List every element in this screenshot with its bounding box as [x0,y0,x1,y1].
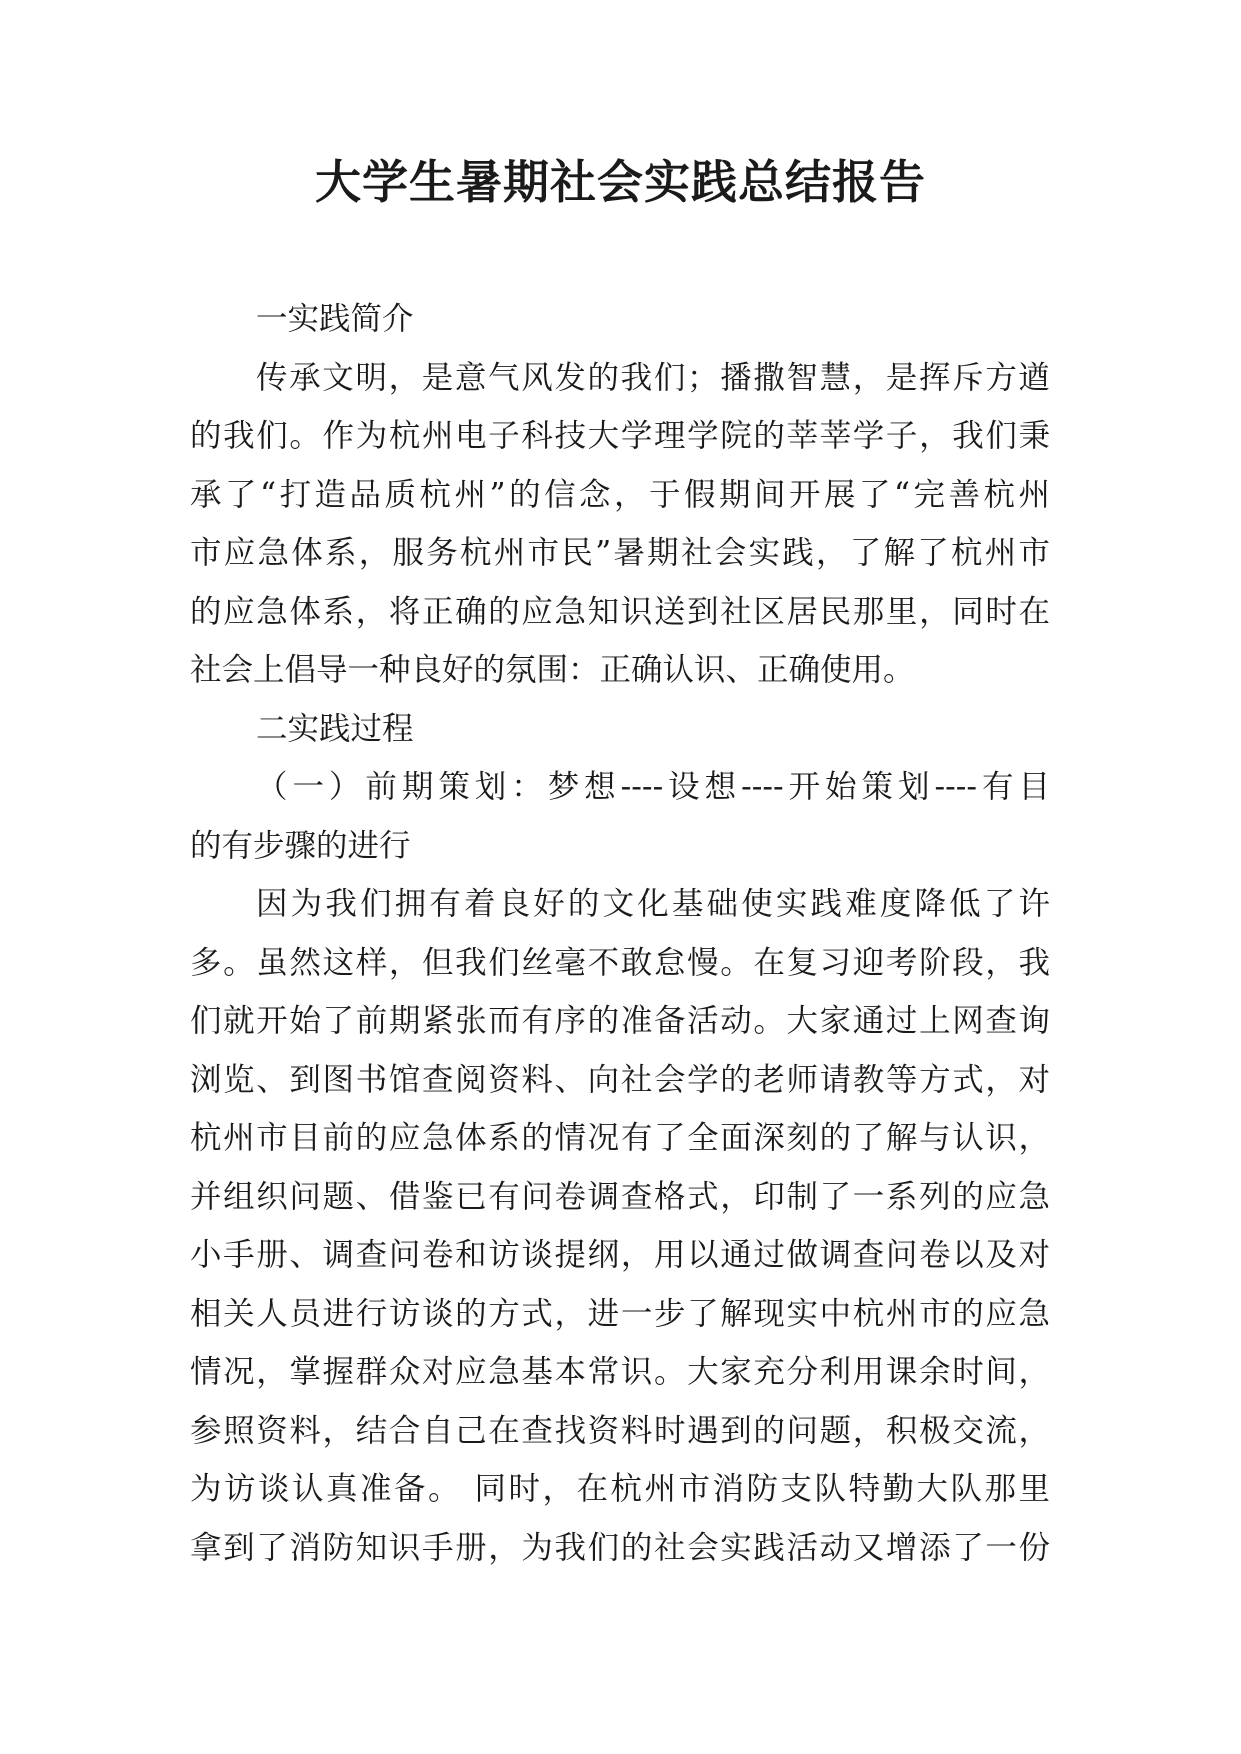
body-text-line: 的有步骤的进行 [190,827,411,864]
body-text-line: 并组织问题、借鉴已有问卷调查格式，印制了一系列的应急 [190,1178,1050,1215]
document-body [190,290,1050,1577]
body-text-line: 们就开始了前期紧张而有序的准备活动。大家通过上网查询 [190,1003,1050,1039]
body-text-line: 的应急体系，将正确的应急知识送到社区居民那里，同时在 [190,593,1050,630]
body-text-line: 参照资料，结合自己在查找资料时遇到的问题，积极交流， [190,1412,1050,1449]
body-text-line: 二实践过程 [256,710,414,747]
body-text-line: 因为我们拥有着良好的文化基础使实践难度降低了许 [256,886,1050,922]
body-text-line: （一）前期策划：梦想----设想----开始策划----有目 [256,769,1050,805]
body-text-line: 市应急体系，服务杭州市民”暑期社会实践，了解了杭州市 [190,535,1050,571]
document-title: 大学生暑期社会实践总结报告 [315,155,926,209]
body-text-line: 多。虽然这样，但我们丝毫不敢怠慢。在复习迎考阶段，我 [190,944,1050,981]
body-text-line: 社会上倡导一种良好的氛围：正确认识、正确使用。 [190,652,915,688]
body-text-line: 情况，掌握群众对应急基本常识。大家充分利用课余时间， [190,1354,1050,1390]
body-text-line: 的我们。作为杭州电子科技大学理学院的莘莘学子，我们秉 [190,418,1050,454]
body-text-line: 传承文明，是意气风发的我们；播撒智慧，是挥斥方遒 [256,359,1050,396]
body-text-line: 一实践简介 [256,301,414,337]
body-text-line: 拿到了消防知识手册，为我们的社会实践活动又增添了一份 [190,1529,1050,1566]
body-text-line: 杭州市目前的应急体系的情况有了全面深刻的了解与认识， [190,1120,1050,1156]
body-text-line: 小手册、调查问卷和访谈提纲，用以通过做调查问卷以及对 [190,1237,1050,1273]
body-text-line: 为访谈认真准备。 同时，在杭州市消防支队特勤大队那里 [190,1471,1050,1507]
body-text-line: 浏览、到图书馆查阅资料、向社会学的老师请教等方式，对 [190,1061,1050,1098]
body-text-line: 承了“打造品质杭州”的信念，于假期间开展了“完善杭州 [190,476,1050,513]
body-text-line: 相关人员进行访谈的方式，进一步了解现实中杭州市的应急 [190,1295,1050,1332]
